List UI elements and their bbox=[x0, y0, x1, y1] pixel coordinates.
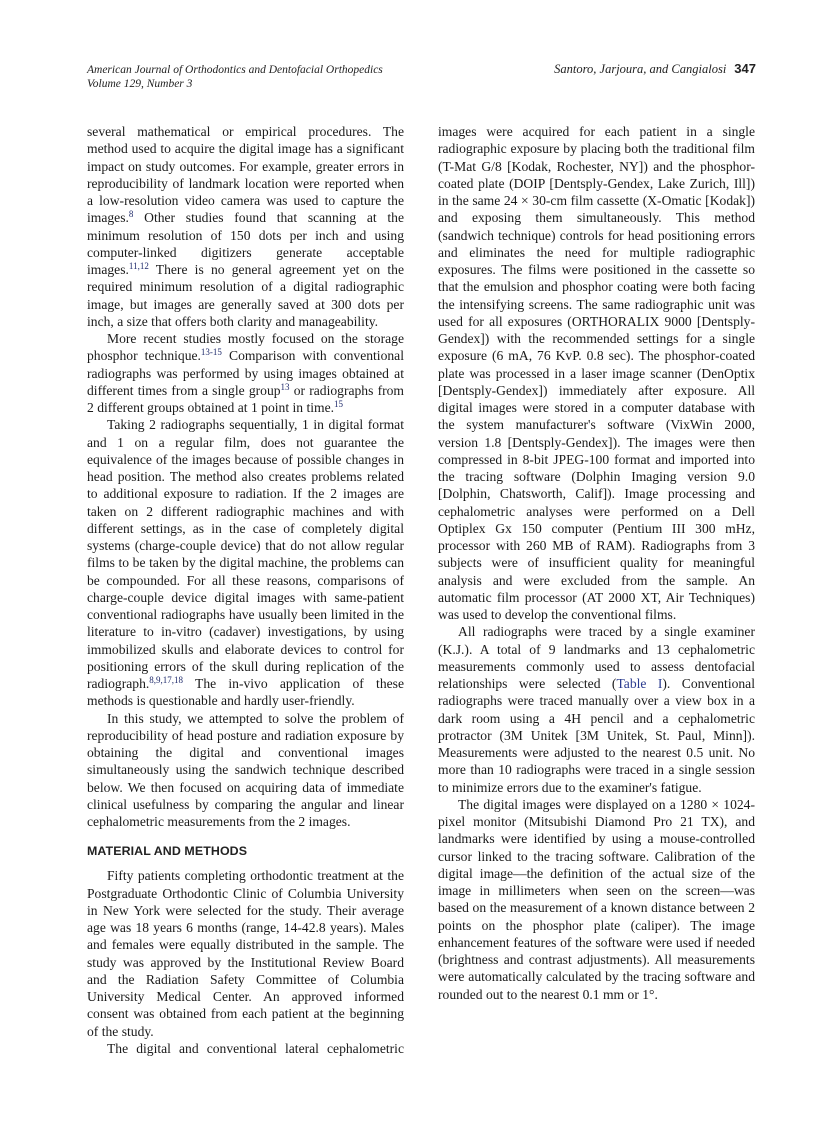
authors: Santoro, Jarjoura, and Cangialosi bbox=[554, 62, 727, 76]
paragraph: images were acquired for each patient in a single radiographic exposure by placing both the traditional film (T-Mat G/8 [Kodak, Rochester, NY]) and the phosphor-coated plate (DOIP [Dentsply-Gendex, Lake Zurich, Ill]) in the same 24 × 30-cm film cassette (X-Omatic [Kodak]) and exposing them simultaneously. This method (sandwich technique) controls for head positioning errors and eliminates the need for multiple radiographic exposures. The films were positioned in the cassette so that the emulsion and phosphor coating were both facing the intensifying screens. The same radiographic unit was used for all exposures (ORTHORALIX 9000 [Dentsply-Gendex]) with the recommended settings for a single exposure (6 mA, 76 KvP. 0.8 sec). The phosphor-coated plate was processed in a laser image scanner (DenOptix [Dentsply-Gendex]) immediately after exposure. All digital images were stored in a computer database with the system manufacturer's software (VixWin 2000, version 1.8 [Dentsply-Gendex]). The images were then compressed in 8-bit JPEG-100 format and imported into the tracing software (Dolphin Imaging version 9.0 [Dolphin, Chatsworth, Calif]). Image processing and cephalometric analyses were performed on a Dell Optiplex Gx 150 computer (Pentium III 300 mHz, processor with 260 MB of RAM). Radiographs from 3 subjects were of insufficient quality for meaningful analysis and were excluded from the sample. An automatic film processor (AT 2000 XT, Air Techniques) was used to develop the conventional films. bbox=[438, 124, 755, 622]
paragraph: In this study, we attempted to solve the problem of reproducibility of head posture and radiation exposure by obtaining the digital and conventional images simultaneously using the sandwich technique described below. We then focused on acquiring data of immediate clinical usefulness by comparing the angular and linear cephalometric measurements from the 2 images. bbox=[87, 710, 404, 829]
citation-link[interactable]: 15 bbox=[334, 399, 344, 409]
journal-title: American Journal of Orthodontics and Dentofacial Orthopedics bbox=[87, 64, 383, 76]
paragraph: All radiographs were traced by a single examiner (K.J.). A total of 9 landmarks and 13 cephalometric measurements commonly used to assess dentofacial relationships were selected (Table I). Conventional radiographs were traced manually over a view box in a dark room using a 4H pencil and a cephalometric protractor (3M Unitek [3M Unitek, St. Paul, Minn]). Measurements were adjusted to the nearest 0.5 unit. No more than 10 radiographs were traced in a single session to minimize errors due to the examiner's fatigue. bbox=[438, 624, 755, 795]
citation-link[interactable]: 8,9,17,18 bbox=[149, 675, 184, 685]
citation-link[interactable]: 8 bbox=[128, 209, 134, 220]
citation-link[interactable]: 13 bbox=[280, 381, 290, 392]
running-header-right bbox=[554, 61, 756, 77]
citation-link[interactable]: 11,12 bbox=[128, 261, 149, 271]
paragraph: Fifty patients completing orthodontic treatment at the Postgraduate Orthodontic Clinic of Columbia University in New York were selected for the study. Their average age was 18 years 6 months (range, 14-42.8 years). Males and females were equally distributed in the sample. The study was approved by the Institutional Review Board and the Radiation Safety Committee of Columbia University Medical Center. An approved informed consent was obtained from each patient at the beginning of the study. bbox=[87, 868, 404, 1039]
right-column bbox=[438, 123, 755, 1003]
journal-volume: Volume 129, Number 3 bbox=[87, 78, 193, 90]
page-number: 347 bbox=[734, 61, 756, 76]
paragraph: The digital images were displayed on a 1280 × 1024-pixel monitor (Mitsubishi Diamond Pro 21 TX), and landmarks were identified by using a mouse-controlled cursor linked to the tracing software. Calibration of the digital image—the definition of the actual size of the image in millimeters when seen on the screen—was based on the measurement of a known distance between 2 points on the phosphor plate (caliper). The image enhancement features of the software were used if needed (brightness and contrast adjustments). All measurements were automatically calculated by the tracing software and rounded out to the nearest 0.1 mm or 1°. bbox=[438, 796, 755, 1002]
table-link[interactable]: Table I bbox=[616, 676, 663, 691]
citation-link[interactable]: 13-15 bbox=[200, 347, 222, 358]
section-heading: MATERIAL AND METHODS bbox=[87, 844, 248, 859]
left-column bbox=[87, 123, 404, 1057]
running-header-left bbox=[87, 63, 383, 91]
paragraph: several mathematical or empirical procedures. The method used to acquire the digital image has a significant impact on study outcomes. For example, greater errors in reproducibility of landmark location were reported when a low-resolution video camera was used to capture the images.$^8$ Other studies found that scanning at the minimum resolution of 150 dots per inch and using computer-linked digitizers generate acceptable images.$^{11,12}$ There is no general agreement yet on the required minimum resolution of a digital radiographic image, but images are generally saved at 300 dots per inch, a size that offers both clarity and manageability. bbox=[87, 124, 404, 329]
paragraph: More recent studies mostly focused on the storage phosphor technique.$^{13-15}$ Comparison with conventional radiographs was performed by using images obtained at different times from a single group$^{13}$ or radiographs from 2 different groups obtained at 1 point in time.$^{15}$ bbox=[87, 331, 405, 415]
paragraph: Taking 2 radiographs sequentially, 1 in digital format and 1 on a regular film, does not guarantee the equivalence of the images because of possible changes in head position. The method also creates problems related to additional exposure to radiation. If the 2 images are taken on 2 different radiographic machines and with different settings, as in the case of completely digital systems (charge-couple device) that do not allow regular films to be taken by the digital machine, the problems can be compounded. For all these reasons, comparisons of charge-couple device digital images with same-patient conventional radiographs have usually been limited in the literature to in-vitro (cadaver) investigations, by using immobilized skulls and elaborate devices to control for positioning errors of the skull during replication of the radiograph.$^{8,9,17,18}$ The in-vivo application of these methods is questionable and hardly user-friendly. bbox=[87, 417, 404, 709]
paragraph: The digital and conventional lateral cephalometric bbox=[107, 1040, 404, 1056]
